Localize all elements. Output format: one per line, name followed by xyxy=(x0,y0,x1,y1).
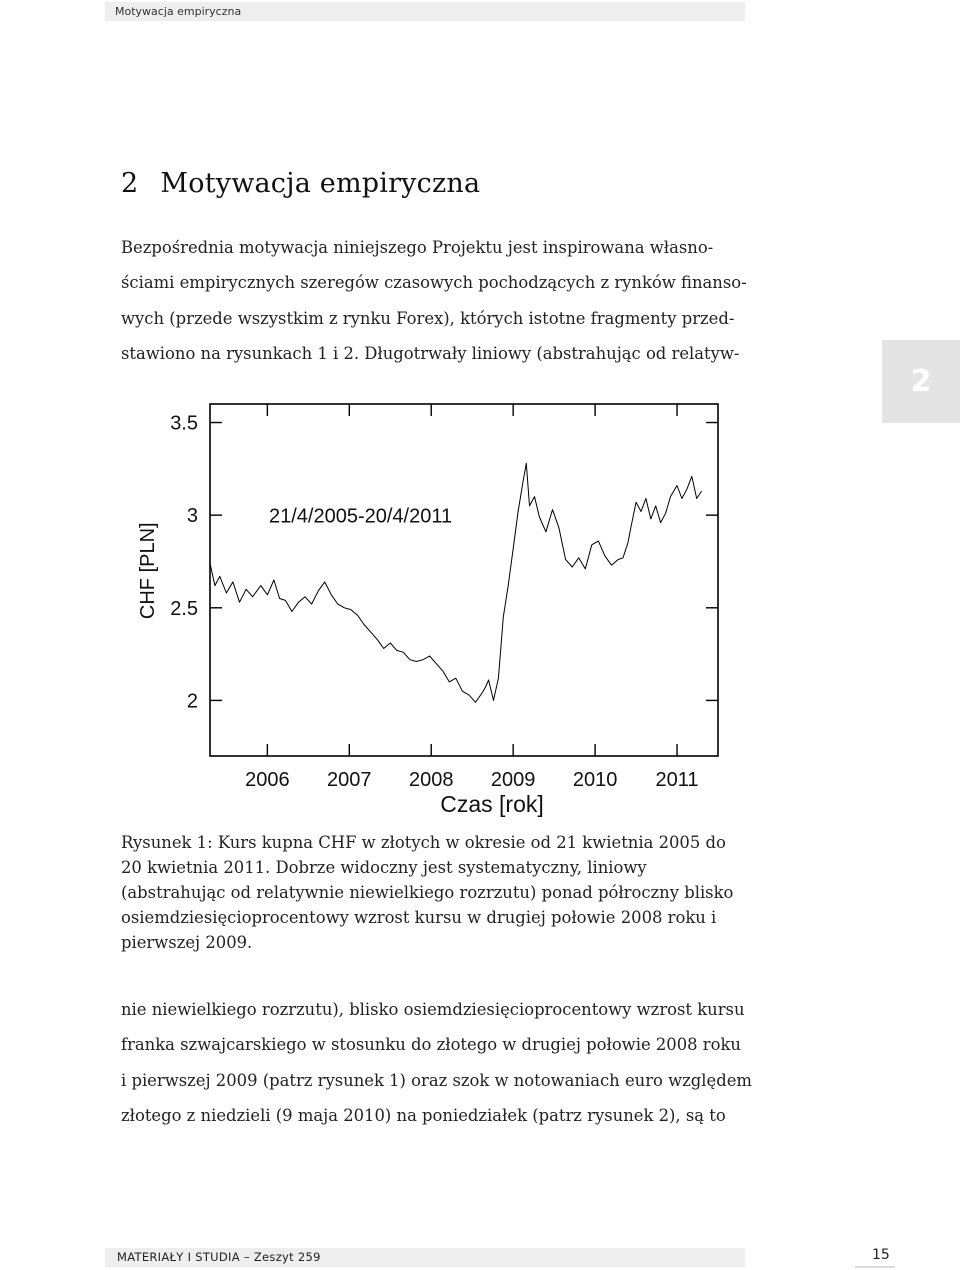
footer-rule xyxy=(855,1266,895,1268)
figure-caption: Rysunek 1: Kurs kupna CHF w złotych w okresie od 21 kwietnia 2005 do 20 kwietnia 2011. Dobrze widoczny jest systematyczny, liniowy (abstrahując od relatywnie niewielkiego rozrzutu) ponad półroczny blisko osiemdziesięcioprocentowy wzrost kursu w drugiej połowie 2008 roku i pierwszej 2009. xyxy=(121,833,734,952)
y-tick-label: 3.5 xyxy=(170,412,198,435)
x-tick-label: 2009 xyxy=(490,769,536,791)
chart-annotation: 21/4/2005-20/4/2011 xyxy=(268,505,453,528)
x-tick-label: 2010 xyxy=(572,769,618,791)
x-axis-label: Czas [rok] xyxy=(440,791,544,817)
paragraph-1 xyxy=(121,230,747,371)
y-tick-label: 2 xyxy=(186,690,198,713)
y-axis-label: CHF [PLN] xyxy=(137,522,159,620)
section-title xyxy=(121,168,480,199)
x-tick-label: 2011 xyxy=(655,769,699,791)
running-head-title: Motywacja empiryczna xyxy=(115,5,242,18)
paragraph-line: ściami empirycznych szeregów czasowych pochodzących z rynków finanso- xyxy=(121,273,747,293)
chf-pln-chart xyxy=(120,390,740,830)
plot-frame xyxy=(210,404,718,756)
section-title-text: Motywacja empiryczna xyxy=(160,168,481,199)
footer xyxy=(105,1248,745,1267)
x-tick-label: 2007 xyxy=(327,769,372,791)
paragraph-line: nie niewielkiego rozrzutu), blisko osiemdziesięcioprocentowy wzrost kursu xyxy=(121,1000,745,1019)
paragraph-line: wych (przede wszystkim z rynku Forex), których istotne fragmenty przed- xyxy=(121,308,735,328)
section-number: 2 xyxy=(121,168,139,199)
paragraph-line: i pierwszej 2009 (patrz rysunek 1) oraz szok w notowaniach euro względem xyxy=(121,1070,752,1090)
page-number: 15 xyxy=(872,1247,890,1263)
paragraph-2 xyxy=(121,992,752,1133)
running-head xyxy=(105,2,745,21)
paragraph-line: Bezpośrednia motywacja niniejszego Projektu jest inspirowana własno- xyxy=(121,238,714,257)
x-tick-label: 2006 xyxy=(245,769,290,791)
y-tick-label: 3 xyxy=(186,505,198,528)
chapter-tab: 2 xyxy=(882,340,960,423)
figure-1 xyxy=(120,390,740,830)
y-tick-label: 2.5 xyxy=(170,597,198,620)
chf-series-line xyxy=(210,463,702,702)
paragraph-line: złotego z niedzieli (9 maja 2010) na poniedziałek (patrz rysunek 2), są to xyxy=(121,1105,726,1125)
x-tick-label: 2008 xyxy=(408,769,454,791)
paragraph-line: stawiono na rysunkach 1 i 2. Długotrwały liniowy (abstrahując od relatyw- xyxy=(121,343,740,363)
paragraph-line: franka szwajcarskiego w stosunku do złotego w drugiej połowie 2008 roku xyxy=(121,1035,741,1055)
footer-journal: MATERIAŁY I STUDIA – Zeszyt 259 xyxy=(117,1250,321,1264)
